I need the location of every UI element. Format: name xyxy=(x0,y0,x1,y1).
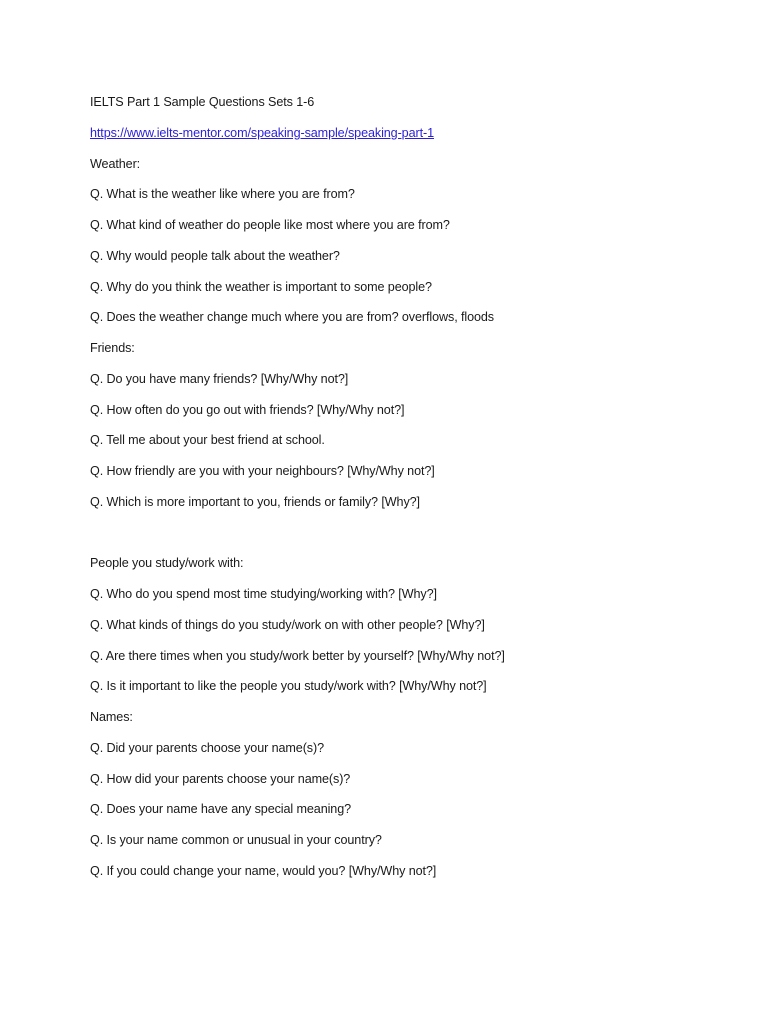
question-item: Q. What kinds of things do you study/work on with other people? [Why?] xyxy=(90,617,485,632)
question-item: Q. What is the weather like where you are from? xyxy=(90,187,355,202)
blank-line xyxy=(90,523,730,554)
question-item: Q. Does the weather change much where you are from? overflows, floods xyxy=(90,310,495,325)
question-item: Q. Is it important to like the people you study/work with? [Why/Why not?] xyxy=(90,679,487,694)
section-heading-friends: Friends: xyxy=(90,341,135,355)
document-title: IELTS Part 1 Sample Questions Sets 1-6 xyxy=(90,95,315,109)
source-link[interactable]: https://www.ielts-mentor.com/speaking-sample/speaking-part-1 xyxy=(90,125,434,140)
section-heading-people: People you study/work with: xyxy=(90,556,244,571)
question-item: Q. Why would people talk about the weather? xyxy=(90,248,340,263)
section-heading-weather: Weather: xyxy=(90,156,141,171)
question-item: Q. Which is more important to you, friends or family? [Why?] xyxy=(90,494,420,509)
question-item: Q. If you could change your name, would you? [Why/Why not?] xyxy=(90,863,437,878)
question-item: Q. What kind of weather do people like most where you are from? xyxy=(90,218,450,232)
question-item: Q. Who do you spend most time studying/working with? [Why?] xyxy=(90,587,437,601)
question-item: Q. Does your name have any special meaning? xyxy=(90,802,352,817)
document-body xyxy=(90,92,730,892)
question-item: Q. Is your name common or unusual in your country? xyxy=(90,833,382,847)
question-item: Q. How often do you go out with friends? [Why/Why not?] xyxy=(90,402,405,417)
question-item: Q. How did your parents choose your name(s)? xyxy=(90,771,351,786)
question-item: Q. Are there times when you study/work better by yourself? [Why/Why not?] xyxy=(90,648,505,663)
question-item: Q. Did your parents choose your name(s)? xyxy=(90,740,324,755)
question-item: Q. Tell me about your best friend at school. xyxy=(90,433,325,448)
question-item: Q. Do you have many friends? [Why/Why not?] xyxy=(90,371,349,386)
section-heading-names: Names: xyxy=(90,710,133,724)
question-item: Q. Why do you think the weather is important to some people? xyxy=(90,279,432,294)
question-item: Q. How friendly are you with your neighbours? [Why/Why not?] xyxy=(90,464,435,478)
